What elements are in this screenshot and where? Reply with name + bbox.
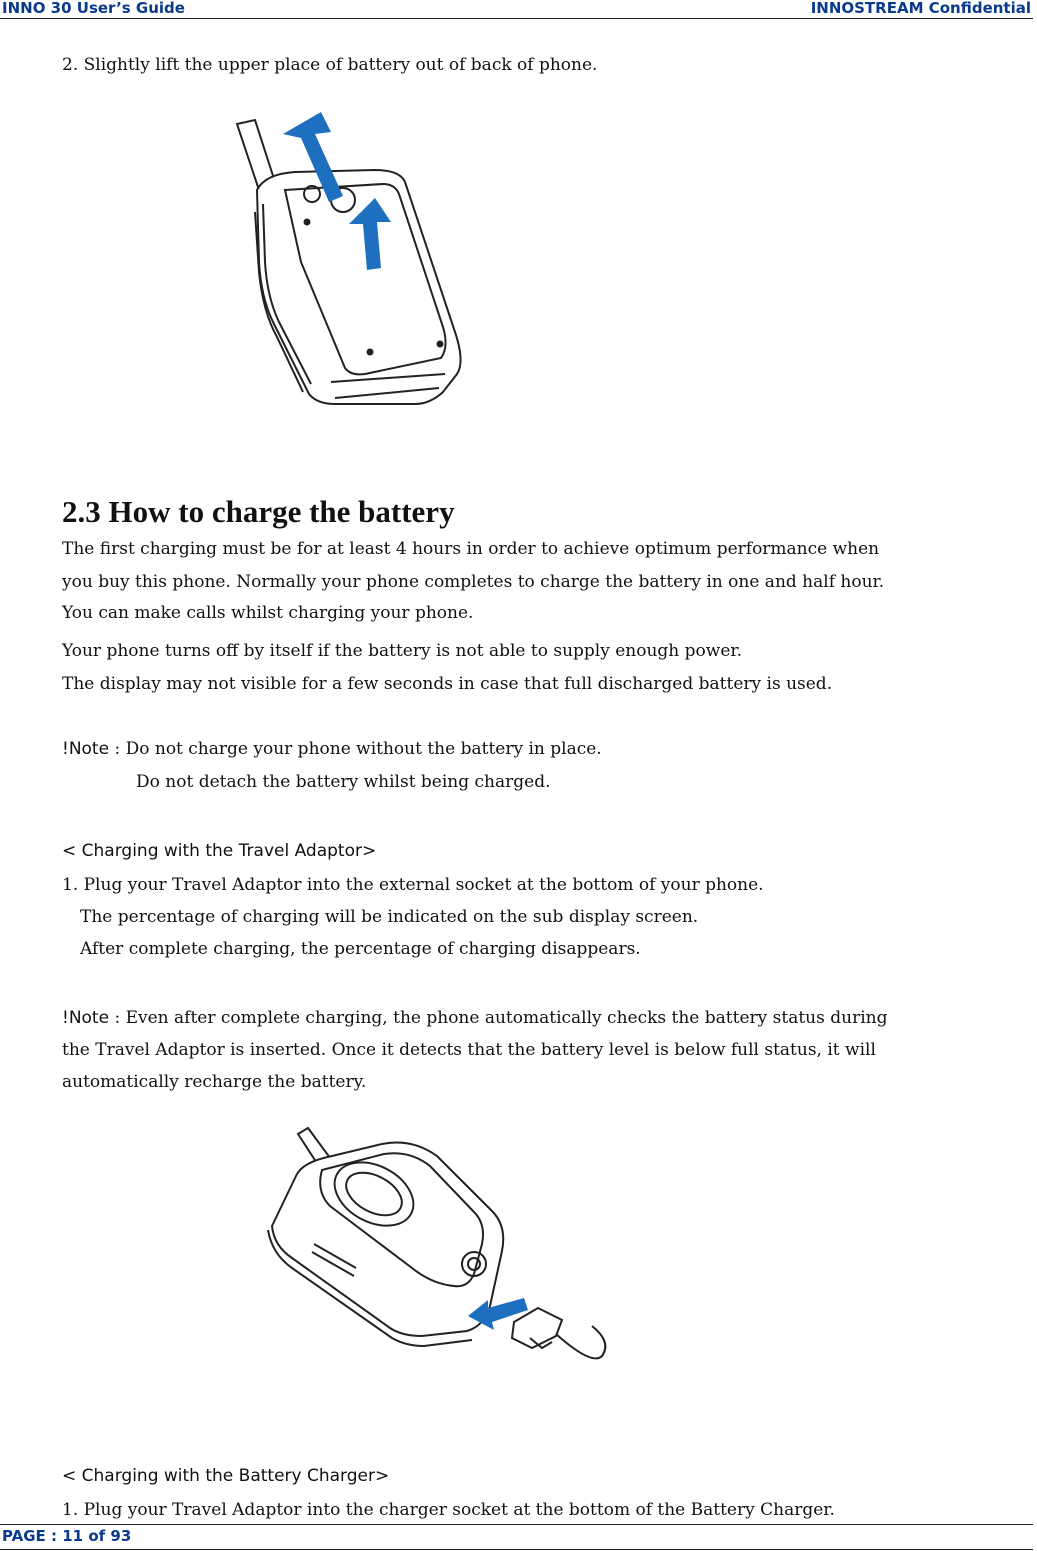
battery-removal-illustration [225, 112, 470, 417]
travel-step-1: 1. Plug your Travel Adaptor into the external socket at the bottom of your phone. [62, 875, 764, 895]
section-title: 2.3 How to charge the battery [62, 494, 455, 529]
note-1-line-1: : Do not charge your phone without the battery in place. [109, 739, 602, 759]
paragraph-line: you buy this phone. Normally your phone completes to charge the battery in one and half hour. [62, 572, 885, 592]
paragraph-line: The first charging must be for at least 4 hours in order to achieve optimum performance when [62, 539, 880, 559]
battery-charger-heading: < Charging with the Battery Charger> [62, 1466, 390, 1486]
charger-step-1: 1. Plug your Travel Adaptor into the charger socket at the bottom of the Battery Charger. [62, 1500, 835, 1520]
travel-step-1a: The percentage of charging will be indicated on the sub display screen. [80, 907, 699, 927]
paragraph-line: The display may not visible for a few seconds in case that full discharged battery is used. [62, 674, 833, 694]
note-1 [62, 738, 602, 760]
paragraph-line: Your phone turns off by itself if the battery is not able to supply enough power. [62, 641, 743, 661]
travel-adaptor-heading: < Charging with the Travel Adaptor> [62, 841, 377, 861]
note-2-line-2: the Travel Adaptor is inserted. Once it detects that the battery level is below full status, it will [62, 1040, 876, 1060]
note-label: !Note [62, 1008, 110, 1028]
page-footer [0, 1524, 1033, 1550]
paragraph-line: You can make calls whilst charging your phone. [62, 603, 474, 623]
step-2-text: 2. Slightly lift the upper place of battery out of back of phone. [62, 55, 598, 75]
note-1-line-2: Do not detach the battery whilst being charged. [136, 772, 551, 792]
note-label: !Note [62, 739, 110, 759]
header-confidential: INNOSTREAM Confidential [810, 0, 1031, 17]
page-number: PAGE : 11 of 93 [2, 1527, 132, 1545]
note-2 [62, 1007, 887, 1029]
travel-adaptor-illustration [262, 1126, 627, 1381]
header-title: INNO 30 User’s Guide [2, 0, 185, 17]
note-2-line-1: : Even after complete charging, the phone automatically checks the battery status during [109, 1008, 888, 1028]
note-2-line-3: automatically recharge the battery. [62, 1072, 367, 1092]
travel-step-1b: After complete charging, the percentage of charging disappears. [80, 939, 641, 959]
page-header [0, 0, 1033, 19]
